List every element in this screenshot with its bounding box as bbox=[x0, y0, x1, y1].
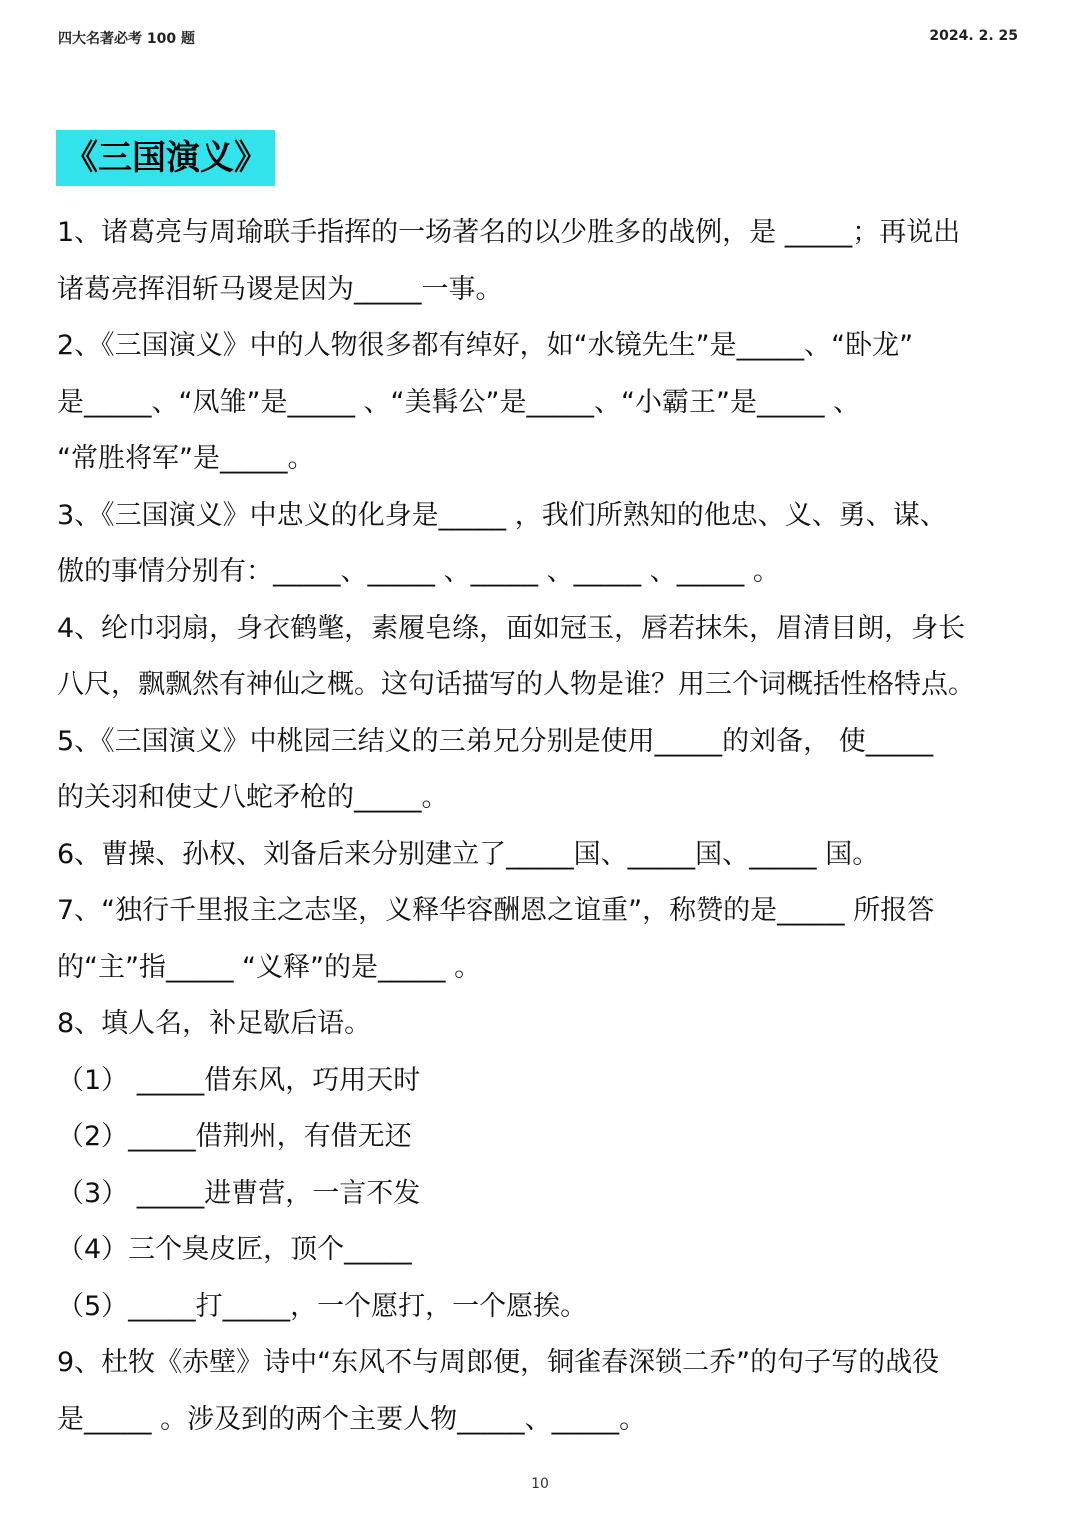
question-line: 2、《三国演义》中的人物很多都有绰好，如“水镜先生”是_____、“卧龙” bbox=[57, 330, 914, 361]
question-line: 6、曹操、孙权、刘备后来分别建立了_____国、_____国、_____ 国。 bbox=[57, 838, 880, 870]
question-line: 8、填人名，补足歇后语。 bbox=[57, 1008, 372, 1039]
page-number: 10 bbox=[531, 1476, 549, 1492]
document-title: 四大名著必考 100 题 bbox=[58, 31, 195, 47]
question-line: 3、《三国演义》中忠义的化身是_____ ，我们所熟知的他忠、义、勇、谋、 bbox=[57, 499, 947, 531]
question-line: “常胜将军”是_____。 bbox=[57, 443, 315, 474]
question-line: 7、“独行千里报主之志坚，义释华容酬恩之谊重”，称赞的是_____ 所报答 bbox=[57, 895, 935, 926]
question-line: 9、杜牧《赤壁》诗中“东风不与周郎便，铜雀春深锁二乔”的句子写的战役 bbox=[57, 1347, 940, 1378]
question-line: 是_____、“凤雏”是_____ 、“美髯公”是_____、“小霸王”是_____ 、 bbox=[57, 386, 861, 418]
question-line: 的“主”指_____ “义释”的是_____ 。 bbox=[57, 951, 482, 983]
question-list bbox=[57, 205, 1027, 1448]
question-line: （4）三个臭皮匠，顶个_____ bbox=[57, 1234, 412, 1265]
document-date: 2024. 2. 25 bbox=[929, 28, 1018, 44]
question-line: 傲的事情分别有：_____、_____ 、_____ 、_____ 、_____ 。 bbox=[57, 556, 780, 587]
question-line: （3） _____进曹营，一言不发 bbox=[57, 1177, 421, 1209]
section-title: 《三国演义》 bbox=[56, 130, 275, 186]
question-line: （5）_____打_____，一个愿打，一个愿挨。 bbox=[57, 1290, 588, 1322]
question-line: 诸葛亮挥泪斩马谡是因为_____一事。 bbox=[57, 273, 503, 305]
question-line: 的关羽和使丈八蛇矛枪的_____。 bbox=[57, 782, 449, 813]
question-line: 5、《三国演义》中桃园三结义的三弟兄分别是使用_____的刘备， 使_____ bbox=[57, 725, 934, 757]
question-line: （2）_____借荆州，有借无还 bbox=[57, 1121, 412, 1152]
question-line: 1、诸葛亮与周瑜联手指挥的一场著名的以少胜多的战例，是 _____；再说出 bbox=[57, 217, 961, 248]
question-line: 八尺，飘飘然有神仙之概。这句话描写的人物是谁？用三个词概括性格特点。 bbox=[57, 669, 975, 700]
question-line: 是_____ 。涉及到的两个主要人物_____、_____。 bbox=[57, 1403, 647, 1435]
question-line: （1） _____借东风，巧用天时 bbox=[57, 1064, 421, 1096]
question-line: 4、纶巾羽扇，身衣鹤氅，素履皂绦，面如冠玉，唇若抹朱，眉清目朗，身长 bbox=[57, 612, 966, 644]
